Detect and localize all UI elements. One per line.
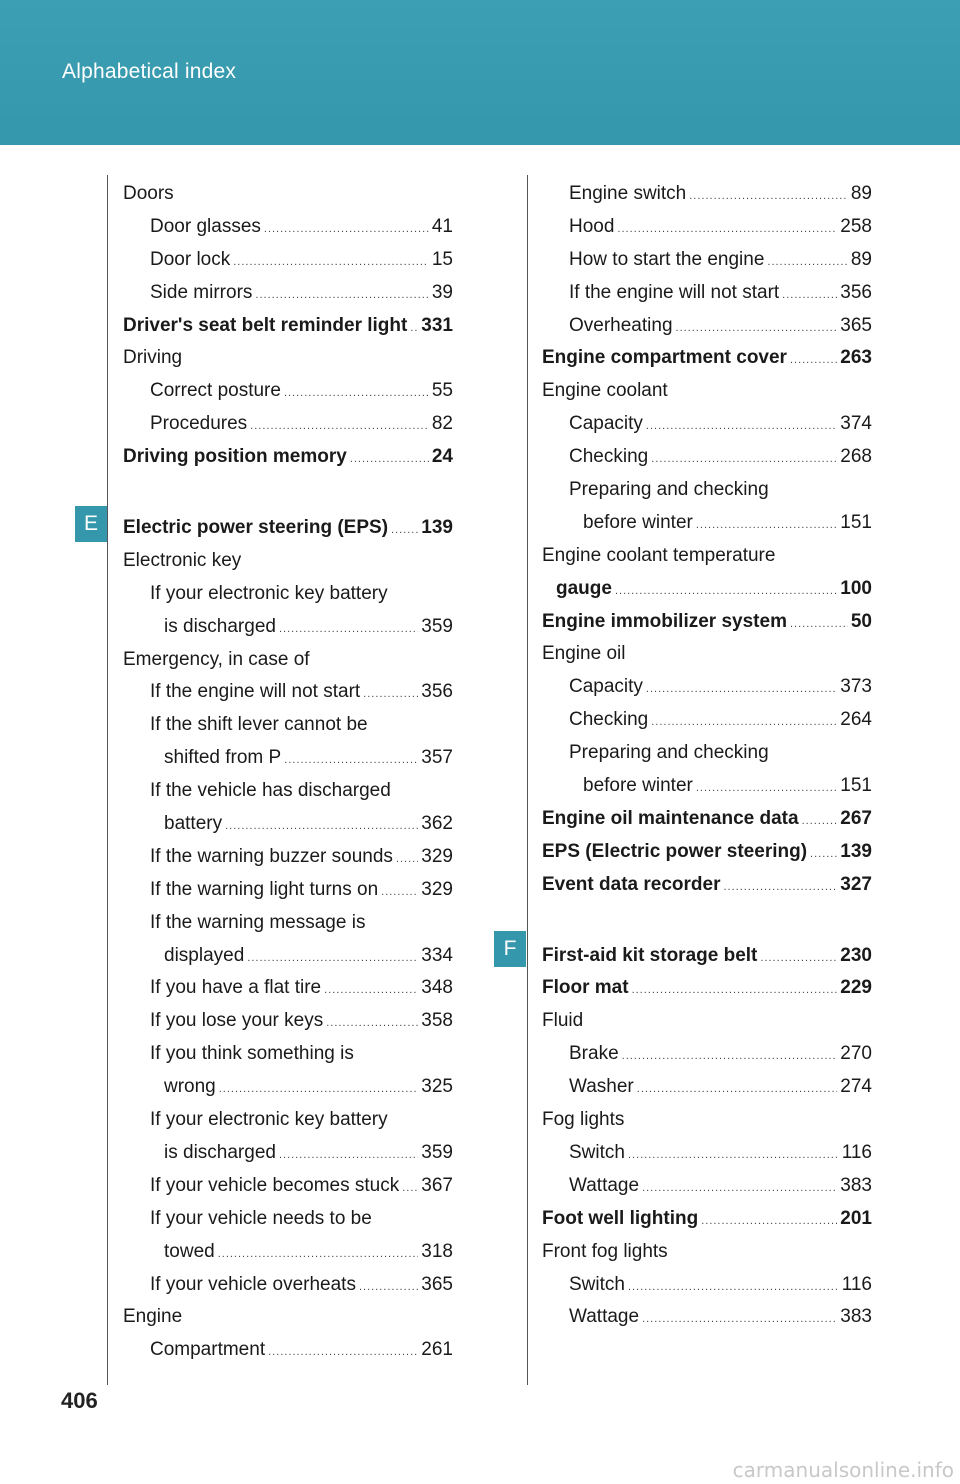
index-subentry[interactable] (123, 972, 453, 1005)
entry-page-number[interactable]: 274 (840, 1076, 872, 1098)
entry-page-number[interactable]: 100 (840, 577, 872, 599)
dot-leader (651, 706, 837, 739)
index-subentry[interactable] (123, 1170, 453, 1203)
dot-leader (701, 1205, 837, 1238)
index-entry[interactable] (542, 342, 872, 375)
dot-leader (676, 312, 838, 345)
index-subentry[interactable] (123, 676, 453, 709)
entry-label: If the warning buzzer sounds (150, 845, 393, 867)
index-subentry[interactable] (542, 1301, 872, 1334)
index-subentry[interactable] (542, 441, 872, 474)
dot-leader (410, 312, 418, 345)
entry-label: If you lose your keys (150, 1010, 324, 1032)
index-subentry[interactable] (542, 1170, 872, 1203)
entry-label: If the engine will not start (569, 281, 780, 303)
index-entry (542, 1236, 872, 1269)
index-subentry[interactable] (123, 1005, 453, 1038)
entry-page-number[interactable]: 151 (840, 511, 872, 533)
index-subentry[interactable] (542, 408, 872, 441)
entry-label: Compartment (150, 1339, 266, 1361)
entry-page-number[interactable]: 334 (421, 944, 453, 966)
entry-label: Preparing and checking (569, 742, 769, 764)
dot-leader (324, 974, 418, 1007)
entry-page-number[interactable]: 89 (850, 183, 872, 204)
entry-label: First-aid kit storage belt (542, 944, 758, 966)
entry-label: Correct posture (150, 380, 281, 402)
page-title: Alphabetical index (62, 60, 237, 83)
index-entry[interactable] (542, 972, 872, 1005)
index-subentry (123, 709, 453, 742)
dot-leader (637, 1073, 838, 1106)
entry-label: before winter (583, 511, 693, 533)
index-entry (542, 375, 872, 408)
index-subentry[interactable] (542, 770, 872, 803)
entry-label: EPS (Electric power steering) (542, 840, 808, 862)
entry-label: battery (164, 813, 223, 835)
entry-page-number[interactable]: 367 (421, 1174, 453, 1196)
section-gap (123, 474, 453, 512)
entry-label: Engine coolant (542, 380, 668, 402)
dot-leader (279, 1139, 418, 1172)
index-entry (123, 545, 453, 578)
index-subentry[interactable] (542, 704, 872, 737)
page-header (0, 0, 960, 145)
index-subentry (123, 775, 453, 808)
index-subentry[interactable] (123, 1071, 453, 1104)
entry-label: Door glasses (150, 215, 261, 237)
index-subentry[interactable] (542, 573, 872, 606)
dot-leader (790, 344, 837, 377)
index-subentry[interactable] (542, 1269, 872, 1302)
left-column-rule (107, 175, 108, 1385)
index-entry[interactable] (542, 1203, 872, 1236)
entry-label: displayed (164, 944, 245, 966)
entry-label: Engine switch (569, 183, 687, 204)
entry-page-number[interactable]: 82 (431, 413, 453, 435)
dot-leader (646, 673, 837, 706)
index-subentry[interactable] (542, 244, 872, 277)
index-entry (123, 644, 453, 677)
entry-label: shifted from P (164, 747, 282, 769)
section-tab-f[interactable]: F (494, 931, 526, 967)
entry-label: If you think something is (150, 1043, 354, 1065)
index-subentry[interactable] (123, 940, 453, 973)
index-subentry[interactable] (123, 808, 453, 841)
index-subentry (542, 474, 872, 507)
entry-page-number[interactable]: 229 (840, 977, 872, 999)
entry-page-number[interactable]: 89 (850, 248, 872, 270)
entry-label: towed (164, 1240, 215, 1262)
index-subentry[interactable] (123, 211, 453, 244)
index-subentry[interactable] (123, 611, 453, 644)
entry-label: Driving position memory (123, 446, 347, 468)
index-subentry (123, 578, 453, 611)
entry-label: Switch (569, 1141, 625, 1163)
entry-label: If the shift lever cannot be (150, 714, 368, 736)
entry-label: If your electronic key battery (150, 1109, 388, 1131)
entry-label: If the warning light turns on (150, 878, 379, 900)
entry-label: If your vehicle overheats (150, 1273, 356, 1295)
entry-page-number[interactable]: 325 (421, 1076, 453, 1098)
entry-label: Washer (569, 1076, 634, 1098)
dot-leader (810, 838, 837, 871)
dot-leader (632, 974, 838, 1007)
entry-page-number[interactable]: 139 (840, 840, 872, 862)
index-entry (123, 178, 453, 211)
dot-leader (628, 1139, 839, 1172)
entry-page-number[interactable]: 383 (840, 1174, 872, 1196)
dot-leader (767, 246, 847, 279)
index-subentry[interactable] (542, 211, 872, 244)
watermark: carmanualsonline.info (732, 1458, 954, 1482)
entry-label: Front fog lights (542, 1240, 668, 1262)
index-entry (123, 1301, 453, 1334)
entry-label: gauge (556, 577, 612, 599)
dot-leader (782, 279, 837, 312)
entry-page-number[interactable]: 362 (421, 813, 453, 835)
entry-page-number[interactable]: 116 (841, 1273, 872, 1295)
entry-page-number[interactable]: 258 (840, 215, 872, 237)
entry-page-number[interactable]: 373 (840, 676, 872, 698)
index-subentry[interactable] (123, 408, 453, 441)
dot-leader (696, 509, 837, 542)
entry-page-number[interactable]: 356 (840, 281, 872, 303)
dot-leader (396, 843, 418, 876)
dot-leader (326, 1007, 418, 1040)
index-subentry[interactable] (542, 178, 872, 211)
entry-page-number[interactable]: 267 (840, 807, 872, 829)
entry-label: Wattage (569, 1174, 640, 1196)
entry-label: If the warning message is (150, 911, 366, 933)
entry-page-number[interactable]: 201 (840, 1207, 872, 1229)
entry-page-number[interactable]: 116 (841, 1141, 872, 1163)
dot-leader (622, 1040, 838, 1073)
entry-label: Floor mat (542, 977, 629, 999)
dot-leader (646, 410, 837, 443)
middle-column-rule (527, 175, 528, 1385)
entry-page-number[interactable]: 318 (421, 1240, 453, 1262)
index-subentry[interactable] (123, 277, 453, 310)
index-subentry[interactable] (123, 1334, 453, 1367)
index-subentry[interactable] (123, 742, 453, 775)
entry-label: If your vehicle becomes stuck (150, 1174, 400, 1196)
index-subentry (123, 1203, 453, 1236)
index-subentry[interactable] (123, 841, 453, 874)
dot-leader (279, 613, 418, 646)
dot-leader (689, 180, 848, 213)
index-subentry (123, 1038, 453, 1071)
dot-leader (381, 876, 418, 909)
entry-label: Engine compartment cover (542, 347, 787, 369)
entry-page-number[interactable]: 383 (840, 1306, 872, 1328)
entry-label: wrong (164, 1076, 216, 1098)
entry-page-number[interactable]: 359 (421, 615, 453, 637)
index-subentry (123, 1104, 453, 1137)
entry-label: Emergency, in case of (123, 648, 310, 670)
index-subentry[interactable] (123, 874, 453, 907)
entry-label: Doors (123, 183, 174, 204)
index-entry[interactable] (123, 441, 453, 474)
index-column-left (123, 178, 453, 1367)
entry-page-number[interactable]: 24 (431, 446, 453, 468)
dot-leader (225, 810, 418, 843)
entry-label: Checking (569, 709, 649, 731)
index-subentry (542, 737, 872, 770)
entry-label: Hood (569, 215, 615, 237)
entry-page-number[interactable]: 329 (421, 845, 453, 867)
dot-leader (233, 246, 429, 279)
dot-leader (255, 279, 428, 312)
entry-label: Fog lights (542, 1109, 625, 1131)
entry-page-number[interactable]: 55 (431, 380, 453, 402)
entry-label: Electric power steering (EPS) (123, 517, 389, 539)
entry-page-number[interactable]: 264 (840, 709, 872, 731)
entry-label: Engine (123, 1306, 183, 1328)
entry-page-number[interactable]: 39 (431, 281, 453, 303)
entry-page-number[interactable]: 357 (421, 747, 453, 769)
entry-page-number[interactable]: 331 (421, 314, 453, 336)
entry-label: Engine oil maintenance data (542, 807, 799, 829)
dot-leader (247, 942, 418, 975)
entry-label: Procedures (150, 413, 248, 435)
dot-leader (642, 1303, 837, 1336)
page-number: 406 (61, 1388, 98, 1413)
dot-leader (350, 443, 429, 476)
dot-leader (284, 377, 429, 410)
entry-label: Door lock (150, 248, 231, 270)
index-subentry[interactable] (123, 1236, 453, 1269)
index-subentry (123, 907, 453, 940)
entry-label: If you have a flat tire (150, 977, 322, 999)
dot-leader (760, 942, 837, 975)
entry-page-number[interactable]: 359 (421, 1141, 453, 1163)
index-subentry[interactable] (123, 244, 453, 277)
entry-page-number[interactable]: 41 (431, 215, 453, 237)
entry-label: If the engine will not start (150, 681, 361, 703)
entry-label: is discharged (164, 615, 276, 637)
entry-label: Switch (569, 1273, 625, 1295)
dot-leader (218, 1238, 419, 1271)
entry-page-number[interactable]: 261 (421, 1339, 453, 1361)
entry-label: Wattage (569, 1306, 640, 1328)
index-entry (542, 1104, 872, 1137)
dot-leader (284, 744, 418, 777)
dot-leader (696, 772, 837, 805)
entry-page-number[interactable]: 139 (421, 517, 453, 539)
entry-page-number[interactable]: 358 (421, 1010, 453, 1032)
entry-label: Engine coolant temperature (542, 544, 776, 566)
entry-page-number[interactable]: 365 (421, 1273, 453, 1295)
entry-label: Engine oil (542, 643, 626, 665)
entry-page-number[interactable]: 151 (840, 775, 872, 797)
entry-label: Side mirrors (150, 281, 253, 303)
entry-page-number[interactable]: 356 (421, 681, 453, 703)
entry-page-number[interactable]: 327 (840, 873, 872, 895)
entry-label: Engine immobilizer system (542, 610, 787, 632)
entry-page-number[interactable]: 270 (840, 1043, 872, 1065)
dot-leader (642, 1172, 837, 1205)
entry-label: Capacity (569, 413, 643, 435)
entry-label: Capacity (569, 676, 643, 698)
entry-label: Checking (569, 446, 649, 468)
index-subentry[interactable] (542, 310, 872, 343)
index-entry[interactable] (123, 310, 453, 343)
dot-leader (363, 678, 418, 711)
entry-label: Fluid (542, 1010, 584, 1032)
index-entry[interactable] (123, 512, 453, 545)
dot-leader (790, 608, 848, 641)
dot-leader (264, 213, 429, 246)
index-subentry[interactable] (542, 1071, 872, 1104)
entry-label: Overheating (569, 314, 673, 336)
entry-label: is discharged (164, 1141, 276, 1163)
index-subentry[interactable] (542, 277, 872, 310)
entry-page-number[interactable]: 374 (840, 413, 872, 435)
entry-page-number[interactable]: 348 (421, 977, 453, 999)
entry-page-number[interactable]: 329 (421, 878, 453, 900)
index-column-right (542, 178, 872, 1334)
dot-leader (402, 1172, 418, 1205)
dot-leader (723, 871, 837, 904)
entry-page-number[interactable]: 268 (840, 446, 872, 468)
entry-page-number[interactable]: 365 (840, 314, 872, 336)
entry-label: Driver's seat belt reminder light (123, 314, 408, 336)
section-gap (542, 902, 872, 940)
index-entry[interactable] (542, 869, 872, 902)
index-entry[interactable] (542, 803, 872, 836)
entry-label: Event data recorder (542, 873, 721, 895)
entry-label: If your electronic key battery (150, 582, 388, 604)
index-entry (123, 342, 453, 375)
index-entry[interactable] (542, 606, 872, 639)
dot-leader (802, 805, 838, 838)
entry-label: Foot well lighting (542, 1207, 699, 1229)
section-tab-e[interactable]: E (75, 506, 107, 542)
entry-label: If the vehicle has discharged (150, 780, 391, 802)
index-subentry[interactable] (123, 1269, 453, 1302)
entry-label: Driving (123, 347, 183, 369)
index-entry (542, 1005, 872, 1038)
index-subentry[interactable] (542, 1038, 872, 1071)
index-subentry[interactable] (542, 671, 872, 704)
index-entry[interactable] (542, 940, 872, 973)
dot-leader (617, 213, 837, 246)
index-entry (542, 540, 872, 573)
dot-leader (651, 443, 837, 476)
index-subentry[interactable] (542, 507, 872, 540)
entry-label: Preparing and checking (569, 479, 769, 501)
entry-page-number[interactable]: 263 (840, 347, 872, 369)
dot-leader (628, 1271, 839, 1304)
dot-leader (359, 1271, 418, 1304)
entry-label: before winter (583, 775, 693, 797)
dot-leader (268, 1336, 418, 1369)
index-subentry[interactable] (123, 1137, 453, 1170)
entry-label: How to start the engine (569, 248, 765, 270)
entry-page-number[interactable]: 50 (850, 610, 872, 632)
dot-leader (391, 514, 418, 547)
entry-page-number[interactable]: 15 (431, 248, 453, 270)
index-subentry[interactable] (542, 1137, 872, 1170)
dot-leader (219, 1073, 419, 1106)
index-subentry[interactable] (123, 375, 453, 408)
entry-page-number[interactable]: 230 (840, 944, 872, 966)
index-entry[interactable] (542, 836, 872, 869)
entry-label: If your vehicle needs to be (150, 1207, 372, 1229)
entry-label: Brake (569, 1043, 619, 1065)
entry-label: Electronic key (123, 549, 242, 571)
index-entry (542, 638, 872, 671)
dot-leader (250, 410, 429, 443)
dot-leader (615, 575, 837, 608)
